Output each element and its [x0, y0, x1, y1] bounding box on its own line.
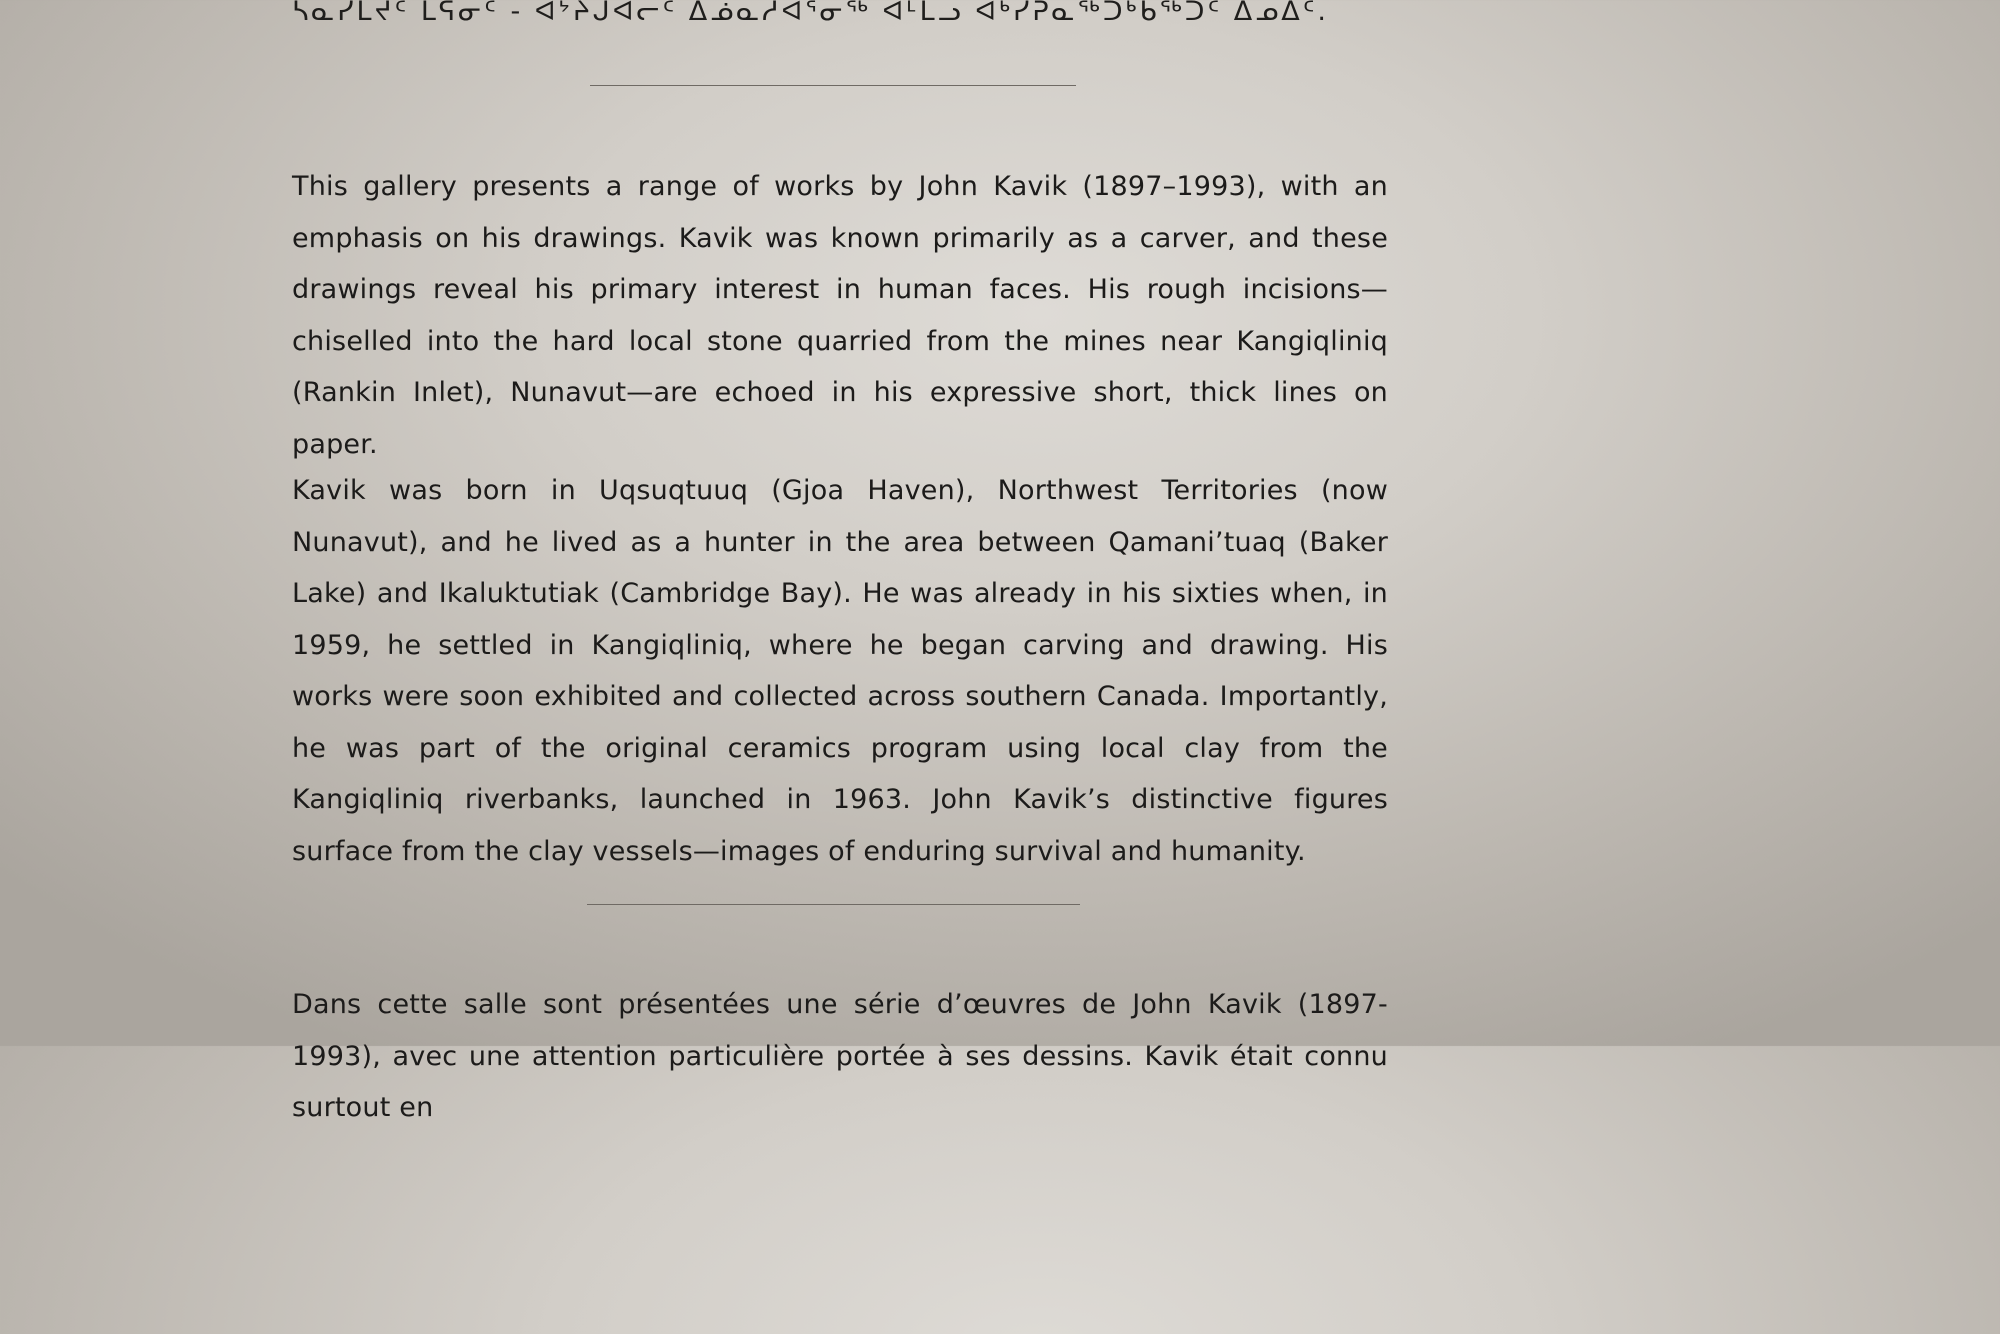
english-paragraph-1: This gallery presents a range of works by John Kavik (1897–1993), with an emphasis on his drawings. Kavik was known primarily as a carver, and these drawings reveal his primary interest in human faces. His rough incisions—chiselled into the hard local stone quarried from the mines near Kangiqliniq (Rankin Inlet), Nunavut—are echoed in his expressive short, thick lines on paper.: [292, 171, 1388, 460]
french-paragraph-1: Dans cette salle sont présentées une série d’œuvres de John Kavik (1897-1993), avec une attention particulière portée à ses dessins. Kavik était connu surtout en: [292, 989, 1388, 1123]
english-paragraph-2: Kavik was born in Uqsuqtuuq (Gjoa Haven), Northwest Territories (now Nunavut), and he lived as a hunter in the area between Qamani’tuaq (Baker Lake) and Ikaluktutiak (Cambridge Bay). He was already in his sixties when, in 1959, he settled in Kangiqliniq, where he began carving and drawing. His works were soon exhibited and collected across southern Canada. Importantly, he was part of the original ceramics program using local clay from the Kangiqliniq riverbanks, launched in 1963. John Kavik’s distinctive figures surface from the clay vessels—images of enduring survival and humanity.: [292, 475, 1388, 867]
divider-middle: [587, 904, 1080, 905]
divider-top: [590, 85, 1076, 86]
syllabic-heading: ᓴᓇᓯᒪᔪᑦ ᒪᕋᓂᑦ - ᐊᔾᔨᒍᐊᓕᑦ ᐃᓅᓇᓱᐊᕐᓂᖅ ᐊᒻᒪᓗ ᐊᒃᓯᕈᓇᖅᑐᒃᑲᖅᑐᑦ ᐃᓄᐃᑦ.: [292, 0, 1330, 27]
